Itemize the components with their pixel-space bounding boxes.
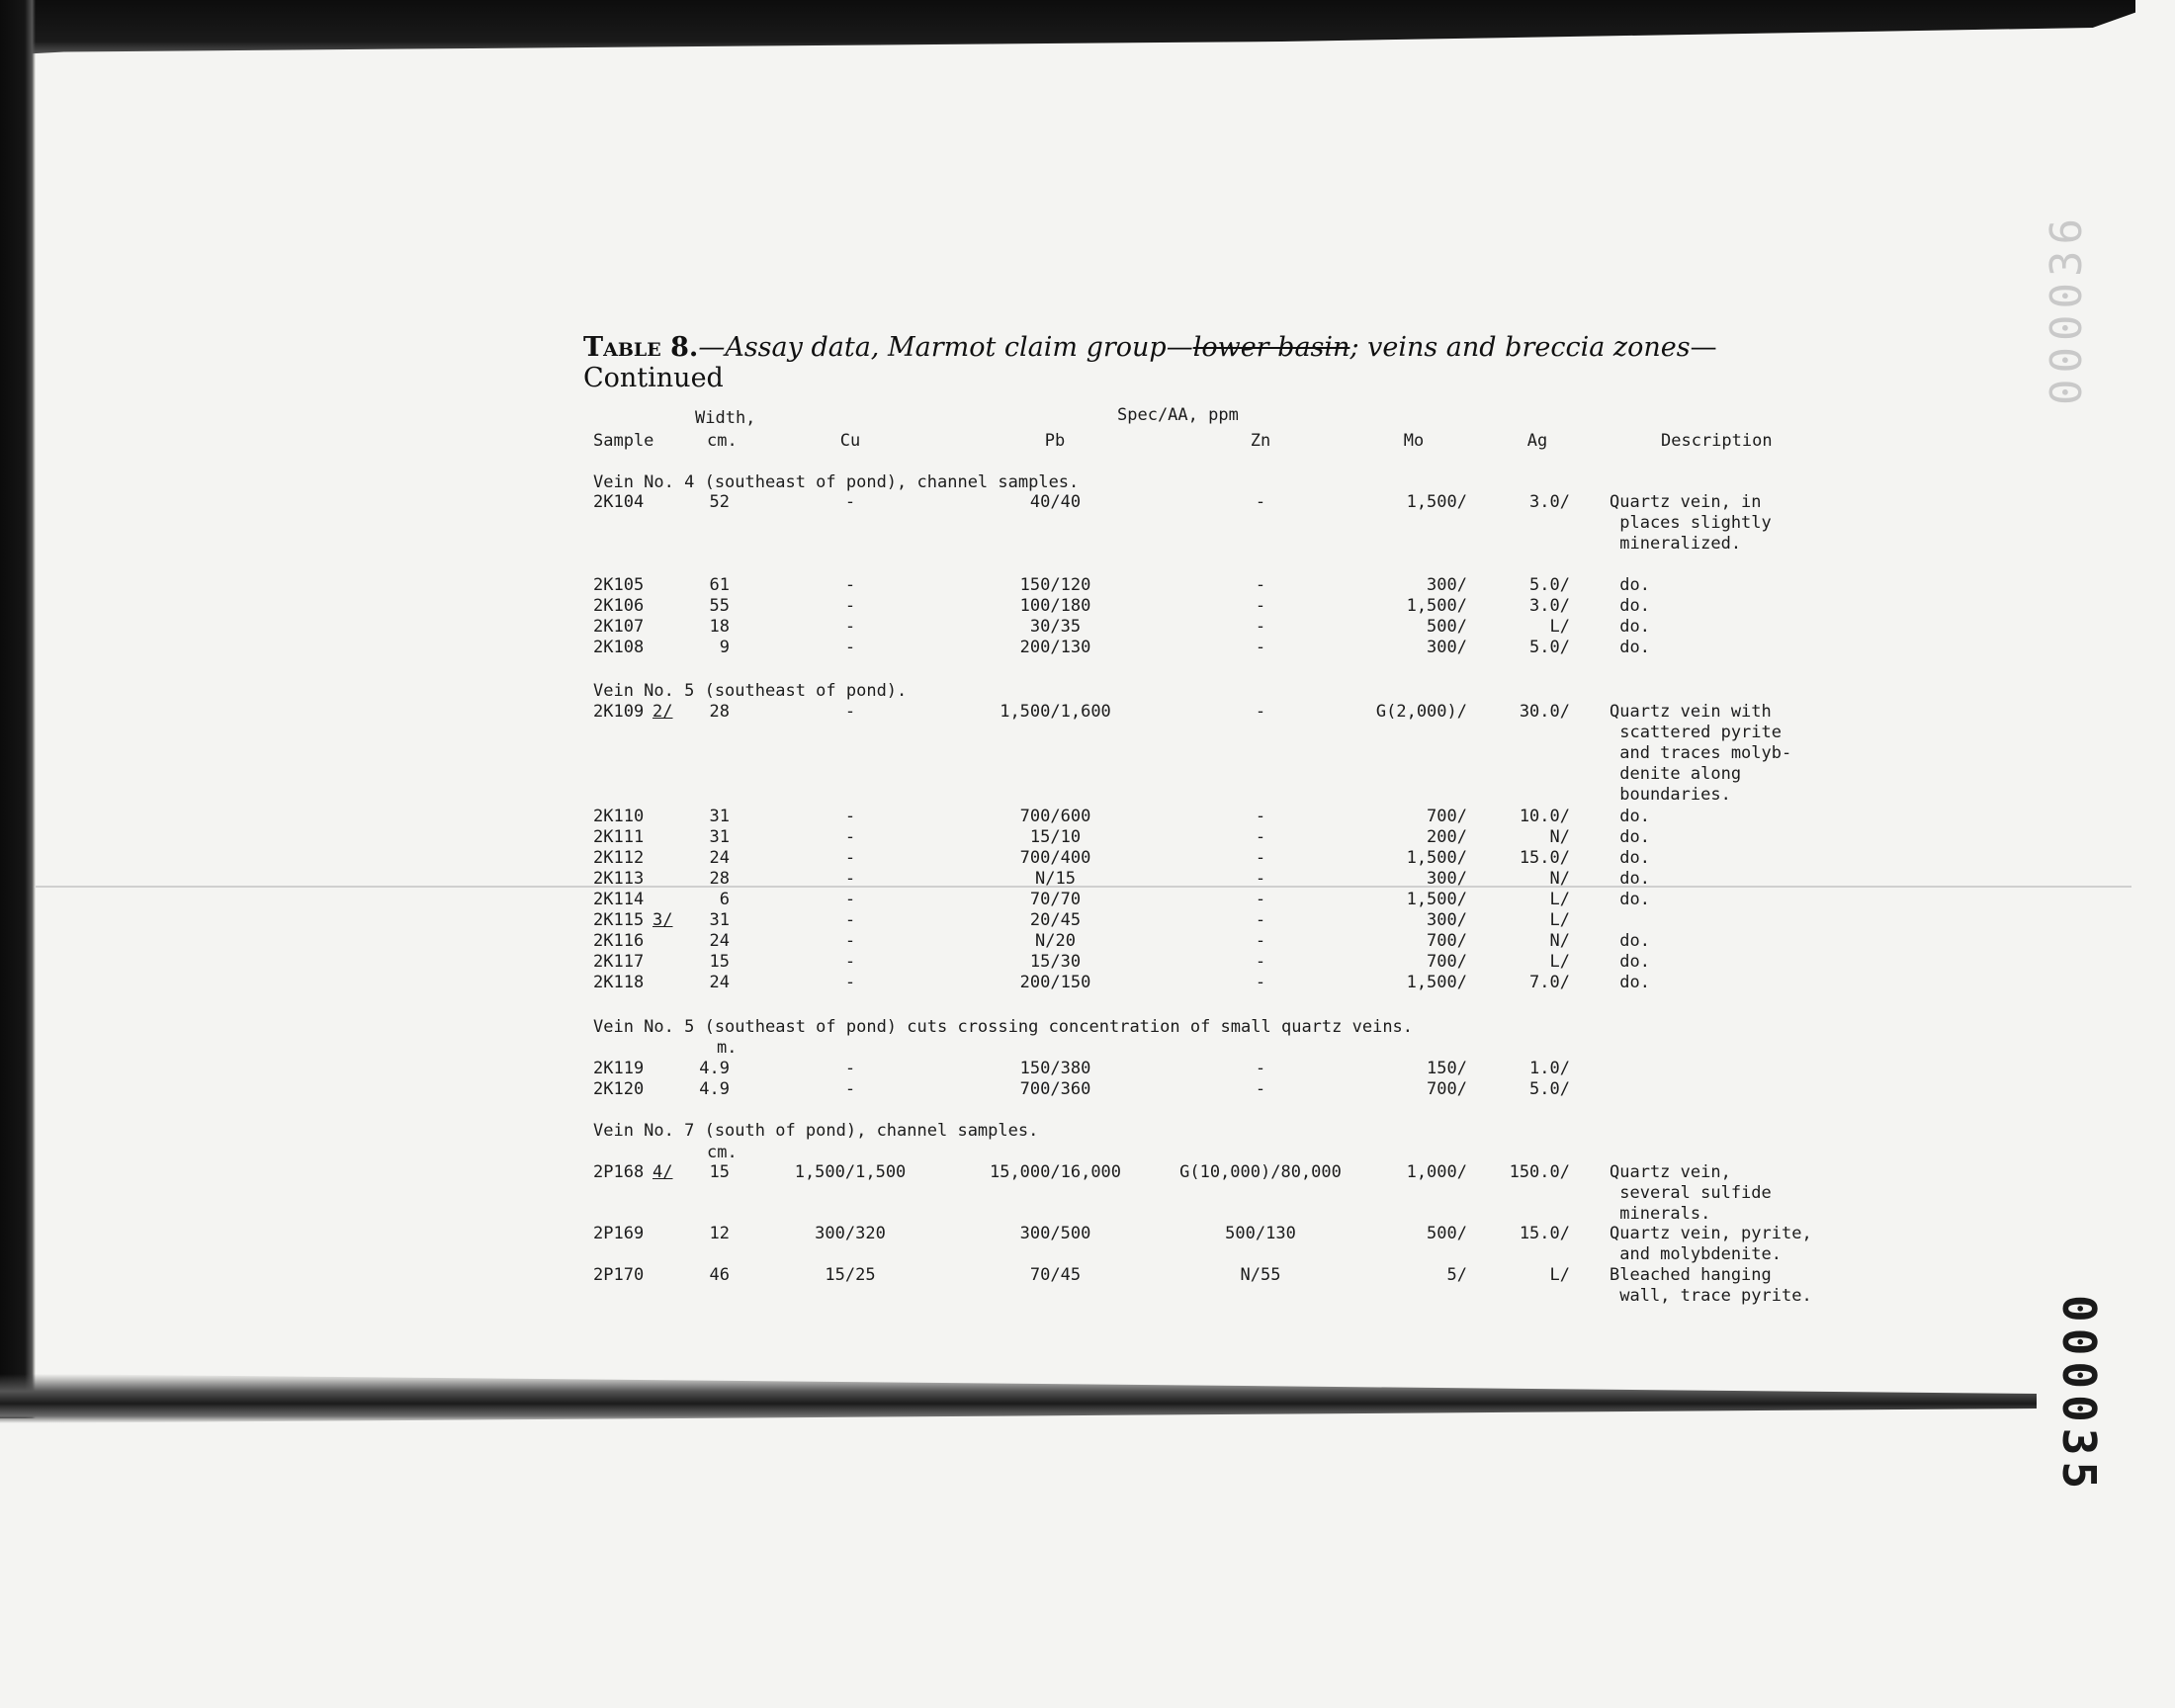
- zn-value: -: [1255, 910, 1266, 930]
- width-value: 55: [709, 596, 730, 616]
- zn-value: -: [1255, 638, 1266, 657]
- ag-value: 15.0/: [1519, 848, 1570, 868]
- scan-shadow-bottom: [0, 1374, 2037, 1423]
- description-text: do.: [1610, 931, 1650, 951]
- width-value: 61: [709, 575, 730, 595]
- zn-value: -: [1255, 848, 1266, 868]
- width-value: 24: [709, 931, 730, 951]
- sample-id: 2K115: [593, 910, 645, 930]
- width-value: 9: [719, 638, 730, 657]
- pb-value: 20/45: [1029, 910, 1082, 930]
- cu-value: -: [844, 617, 856, 637]
- scan-shadow-left: [0, 0, 36, 1418]
- sample-id: 2K109: [593, 702, 645, 722]
- ag-value: L/: [1549, 617, 1570, 637]
- pb-value: 15/10: [1029, 827, 1082, 847]
- section-unit: cm.: [707, 1143, 738, 1162]
- pb-value: 700/400: [1019, 848, 1091, 868]
- cu-value: -: [844, 1079, 856, 1099]
- pb-value: 15,000/16,000: [989, 1162, 1122, 1182]
- sample-id: 2K117: [593, 952, 645, 972]
- mo-value: 1,000/: [1406, 1162, 1467, 1182]
- description-text: do.: [1610, 973, 1650, 992]
- description-text: Quartz vein, pyrite, and molybdenite.: [1610, 1224, 1812, 1264]
- width-value: 28: [709, 869, 730, 889]
- width-value: 52: [709, 492, 730, 512]
- sample-id: 2K104: [593, 492, 645, 512]
- cu-value: -: [844, 890, 856, 909]
- zn-value: -: [1255, 973, 1266, 992]
- mo-value: 700/: [1427, 807, 1467, 826]
- ag-value: L/: [1549, 910, 1570, 930]
- pb-value: 150/120: [1019, 575, 1091, 595]
- header-width: Width,: [695, 408, 756, 428]
- zn-value: -: [1255, 952, 1266, 972]
- header-cu: Cu: [839, 431, 861, 451]
- header-specaa: Spec/AA, ppm: [1117, 405, 1239, 425]
- cu-value: -: [844, 848, 856, 868]
- zn-value: -: [1255, 617, 1266, 637]
- ag-value: 1.0/: [1529, 1059, 1570, 1078]
- ag-value: 3.0/: [1529, 596, 1570, 616]
- zn-value: 500/130: [1225, 1224, 1296, 1243]
- description-text: do.: [1610, 596, 1650, 616]
- description-text: Bleached hanging wall, trace pyrite.: [1610, 1265, 1812, 1306]
- sample-id: 2K108: [593, 638, 645, 657]
- zn-value: G(10,000)/80,000: [1179, 1162, 1342, 1182]
- mo-value: 1,500/: [1406, 890, 1467, 909]
- footnote-ref: 4/: [652, 1162, 673, 1182]
- pb-value: 15/30: [1029, 952, 1082, 972]
- cu-value: 300/320: [815, 1224, 886, 1243]
- ag-value: L/: [1549, 890, 1570, 909]
- cu-value: -: [844, 973, 856, 992]
- pb-value: 70/70: [1029, 890, 1082, 909]
- width-value: 24: [709, 848, 730, 868]
- width-value: 31: [709, 807, 730, 826]
- zn-value: -: [1255, 575, 1266, 595]
- width-value: 31: [709, 910, 730, 930]
- ag-value: 7.0/: [1529, 973, 1570, 992]
- mo-value: 300/: [1427, 638, 1467, 657]
- cu-value: 15/25: [825, 1265, 876, 1285]
- ag-value: 10.0/: [1519, 807, 1570, 826]
- header-sample: Sample: [593, 431, 654, 451]
- pb-value: 1,500/1,600: [1000, 702, 1111, 722]
- zn-value: -: [1255, 492, 1266, 512]
- mo-value: 300/: [1427, 869, 1467, 889]
- width-value: 31: [709, 827, 730, 847]
- zn-value: -: [1255, 827, 1266, 847]
- width-value: 12: [709, 1224, 730, 1243]
- ag-value: 5.0/: [1529, 638, 1570, 657]
- width-value: 46: [709, 1265, 730, 1285]
- description-text: do.: [1610, 575, 1650, 595]
- zn-value: N/55: [1240, 1265, 1281, 1285]
- pb-value: 200/150: [1019, 973, 1091, 992]
- width-value: 24: [709, 973, 730, 992]
- sample-id: 2K105: [593, 575, 645, 595]
- table-title-continued: —Continued: [583, 332, 1717, 393]
- mo-value: 700/: [1427, 1079, 1467, 1099]
- sample-id: 2P168: [593, 1162, 645, 1182]
- pb-value: N/15: [1035, 869, 1076, 889]
- mo-value: 300/: [1427, 910, 1467, 930]
- width-value: 6: [719, 890, 730, 909]
- sample-id: 2K119: [593, 1059, 645, 1078]
- mo-value: 5/: [1446, 1265, 1467, 1285]
- width-value: 15: [709, 1162, 730, 1182]
- width-value: 28: [709, 702, 730, 722]
- description-text: do.: [1610, 827, 1650, 847]
- sample-id: 2K113: [593, 869, 645, 889]
- table-title-text-a: —Assay data, Marmot claim group—: [698, 332, 1193, 363]
- zn-value: -: [1255, 807, 1266, 826]
- cu-value: 1,500/1,500: [794, 1162, 907, 1182]
- ag-value: 150.0/: [1509, 1162, 1570, 1182]
- pb-value: 70/45: [1029, 1265, 1082, 1285]
- mo-value: 700/: [1427, 931, 1467, 951]
- sample-id: 2P169: [593, 1224, 645, 1243]
- description-text: do.: [1610, 807, 1650, 826]
- width-value: 18: [709, 617, 730, 637]
- pb-value: 200/130: [1019, 638, 1091, 657]
- header-description: Description: [1661, 431, 1773, 451]
- section-unit: m.: [717, 1038, 738, 1058]
- mo-value: G(2,000)/: [1375, 702, 1467, 722]
- sample-id: 2K106: [593, 596, 645, 616]
- ag-value: 30.0/: [1519, 702, 1570, 722]
- ag-value: N/: [1549, 869, 1570, 889]
- zn-value: -: [1255, 1079, 1266, 1099]
- mo-value: 700/: [1427, 952, 1467, 972]
- table-title-text-b: ; veins and breccia zones: [1349, 332, 1691, 363]
- section-heading: Vein No. 5 (southeast of pond).: [593, 681, 908, 701]
- cu-value: -: [844, 952, 856, 972]
- mo-value: 1,500/: [1406, 492, 1467, 512]
- cu-value: -: [844, 807, 856, 826]
- pb-value: 100/180: [1019, 596, 1091, 616]
- cu-value: -: [844, 1059, 856, 1078]
- description-text: do.: [1610, 848, 1650, 868]
- zn-value: -: [1255, 890, 1266, 909]
- section-heading: Vein No. 5 (southeast of pond) cuts crossing concentration of small quartz veins.: [593, 1017, 1414, 1037]
- mo-value: 200/: [1427, 827, 1467, 847]
- pb-value: 700/600: [1019, 807, 1091, 826]
- description-text: Quartz vein, in places slightly mineralized.: [1610, 492, 1772, 554]
- description-text: do.: [1610, 638, 1650, 657]
- ag-value: N/: [1549, 827, 1570, 847]
- mo-value: 1,500/: [1406, 848, 1467, 868]
- cu-value: -: [844, 931, 856, 951]
- sample-id: 2K118: [593, 973, 645, 992]
- table-title-lead: Table 8.: [583, 332, 699, 363]
- page-stamp-number: 000035: [2052, 1295, 2106, 1495]
- mo-value: 300/: [1427, 575, 1467, 595]
- header-zn: Zn: [1250, 431, 1271, 451]
- zn-value: -: [1255, 702, 1266, 722]
- scan-shadow-top: [0, 0, 2135, 69]
- table-title-strike: lower basin: [1192, 332, 1350, 363]
- width-value: 4.9: [699, 1059, 730, 1078]
- header-mo: Mo: [1403, 431, 1425, 451]
- sample-id: 2K110: [593, 807, 645, 826]
- description-text: do.: [1610, 869, 1650, 889]
- mo-value: 1,500/: [1406, 973, 1467, 992]
- cu-value: -: [844, 702, 856, 722]
- sample-id: 2K107: [593, 617, 645, 637]
- cu-value: -: [844, 575, 856, 595]
- mo-value: 150/: [1427, 1059, 1467, 1078]
- sample-id: 2K114: [593, 890, 645, 909]
- description-text: Quartz vein, several sulfide minerals.: [1610, 1162, 1772, 1224]
- cu-value: -: [844, 869, 856, 889]
- cu-value: -: [844, 492, 856, 512]
- cu-value: -: [844, 910, 856, 930]
- sample-id: 2K111: [593, 827, 645, 847]
- width-value: 15: [709, 952, 730, 972]
- zn-value: -: [1255, 596, 1266, 616]
- section-heading: Vein No. 4 (southeast of pond), channel samples.: [593, 472, 1080, 492]
- ag-value: 3.0/: [1529, 492, 1570, 512]
- description-text: do.: [1610, 952, 1650, 972]
- pb-value: 30/35: [1029, 617, 1082, 637]
- cu-value: -: [844, 638, 856, 657]
- zn-value: -: [1255, 931, 1266, 951]
- zn-value: -: [1255, 869, 1266, 889]
- pb-value: 150/380: [1019, 1059, 1091, 1078]
- ag-value: L/: [1549, 952, 1570, 972]
- mo-value: 500/: [1427, 617, 1467, 637]
- footnote-ref: 2/: [652, 702, 673, 722]
- width-value: 4.9: [699, 1079, 730, 1099]
- header-pb: Pb: [1044, 431, 1066, 451]
- description-text: do.: [1610, 617, 1650, 637]
- section-heading: Vein No. 7 (south of pond), channel samples.: [593, 1121, 1039, 1141]
- description-text: Quartz vein with scattered pyrite and traces molyb- denite along boundaries.: [1610, 702, 1792, 805]
- mo-value: 1,500/: [1406, 596, 1467, 616]
- ghost-page-number: 000036: [2042, 213, 2092, 405]
- ag-value: 15.0/: [1519, 1224, 1570, 1243]
- pb-value: 700/360: [1019, 1079, 1091, 1099]
- ag-value: 5.0/: [1529, 575, 1570, 595]
- mo-value: 500/: [1427, 1224, 1467, 1243]
- sample-id: 2K116: [593, 931, 645, 951]
- cu-value: -: [844, 596, 856, 616]
- description-text: do.: [1610, 890, 1650, 909]
- cu-value: -: [844, 827, 856, 847]
- footnote-ref: 3/: [652, 910, 673, 930]
- ag-value: 5.0/: [1529, 1079, 1570, 1099]
- header-width-unit: cm.: [707, 431, 738, 451]
- header-ag: Ag: [1526, 431, 1548, 451]
- zn-value: -: [1255, 1059, 1266, 1078]
- table-title: [583, 332, 1809, 393]
- ag-value: L/: [1549, 1265, 1570, 1285]
- pb-value: N/20: [1035, 931, 1076, 951]
- pb-value: 300/500: [1019, 1224, 1091, 1243]
- pb-value: 40/40: [1029, 492, 1082, 512]
- ag-value: N/: [1549, 931, 1570, 951]
- sample-id: 2P170: [593, 1265, 645, 1285]
- sample-id: 2K120: [593, 1079, 645, 1099]
- sample-id: 2K112: [593, 848, 645, 868]
